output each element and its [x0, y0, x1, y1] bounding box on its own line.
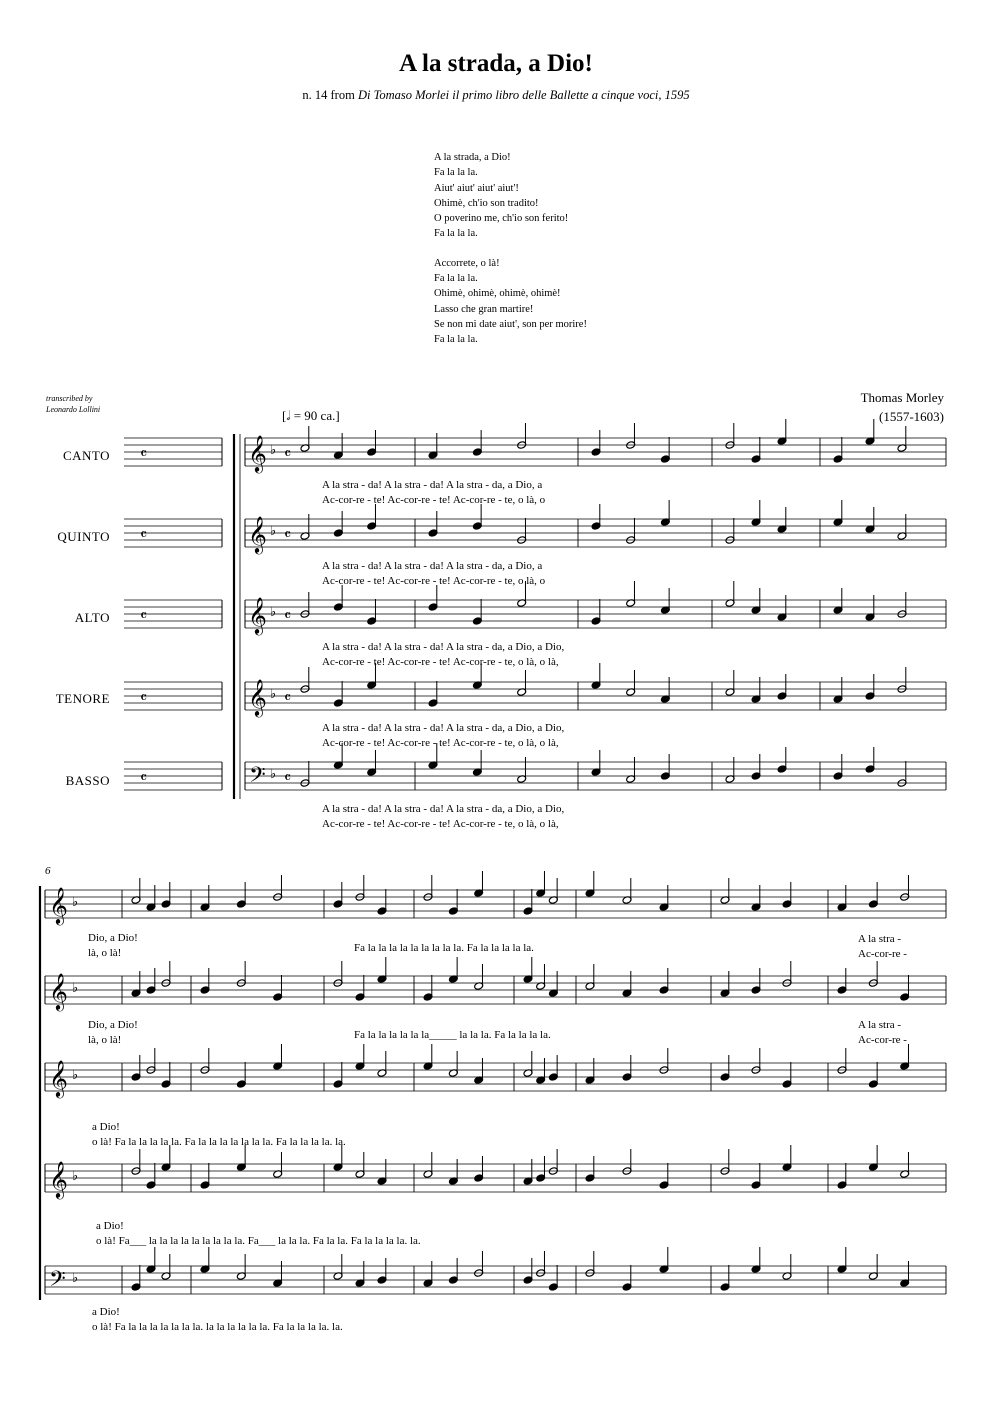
bass-clef-icon: 𝄢 — [49, 1267, 66, 1297]
lyric-line: Ac-cor-re - te! Ac-cor-re - te! Ac-cor-re - te, o là, o là, — [322, 818, 559, 830]
flat-icon: ♭ — [72, 895, 79, 910]
poem-line: O poverino me, ch'io son ferito! — [434, 213, 569, 225]
poem-line: Fa la la la. — [434, 273, 478, 285]
tempo-marking: [𝅗𝅥 = 90 ca.] — [282, 408, 340, 423]
lyric-line: Dio, a Dio! — [88, 1019, 138, 1031]
voice-label-tenore: TENORE — [55, 691, 110, 706]
lyric-line: là, o là! — [88, 1034, 122, 1046]
flat-icon: ♭ — [270, 443, 277, 458]
poem-line: Fa la la la. — [434, 334, 478, 346]
common-time-icon: 𝄴 — [284, 688, 292, 707]
lyric-line: A la stra - da! A la stra - da! A la stra - da, a Dio, a Dio, — [322, 641, 565, 653]
voice-label-quinto: QUINTO — [57, 529, 110, 544]
poem-line: Fa la la la. — [434, 167, 478, 179]
lyric-line: A la stra - da! A la stra - da! A la stra - da, a Dio, a Dio, — [322, 803, 565, 815]
treble-clef-icon: 𝄞 — [49, 972, 68, 1010]
incipit-time-icon: 𝄴 — [140, 444, 148, 463]
treble-clef-icon: 𝄞 — [248, 515, 267, 553]
voice-label-basso: BASSO — [65, 773, 110, 788]
flat-icon: ♭ — [72, 1169, 79, 1184]
flat-icon: ♭ — [72, 981, 79, 996]
page-title: A la strada, a Dio! — [399, 50, 593, 77]
lyric-line: o là! Fa la la la la la la la. la la la la la la. Fa la la la la. la. — [92, 1321, 343, 1333]
treble-clef-icon: 𝄞 — [248, 434, 267, 472]
incipit-time-icon: 𝄴 — [140, 768, 148, 787]
flat-icon: ♭ — [72, 1271, 79, 1286]
treble-clef-icon: 𝄞 — [49, 1160, 68, 1198]
measure-number: 6 — [45, 865, 51, 877]
poem-line: Ohimè, ch'io son tradito! — [434, 197, 539, 209]
lyric-line: là, o là! — [88, 947, 122, 959]
lyric-line: Ac-cor-re - te! Ac-cor-re - te! Ac-cor-re - te, o là, o là, — [322, 737, 559, 749]
composer-name: Thomas Morley — [860, 390, 944, 405]
composer-dates: (1557-1603) — [879, 409, 944, 424]
flat-icon: ♭ — [270, 687, 277, 702]
lyric-line: Ac-cor-re - — [858, 1034, 907, 1046]
incipit-time-icon: 𝄴 — [140, 606, 148, 625]
poem-line: Se non mi date aiut', son per morire! — [434, 318, 587, 330]
flat-icon: ♭ — [72, 1068, 79, 1083]
lyric-line: Ac-cor-re - te! Ac-cor-re - te! Ac-cor-re - te, o là, o là, — [322, 656, 559, 668]
lyric-line: A la stra - da! A la stra - da! A la stra - da, a Dio, a — [322, 560, 543, 572]
transcriber-line: transcribed by — [46, 394, 93, 403]
poem-line: Accorrete, o là! — [434, 257, 500, 269]
flat-icon: ♭ — [270, 524, 277, 539]
treble-clef-icon: 𝄞 — [248, 678, 267, 716]
lyric-line: Fa la la la la la la la la la. Fa la la la la la. — [354, 942, 534, 954]
bass-clef-icon: 𝄢 — [249, 763, 266, 793]
treble-clef-icon: 𝄞 — [49, 886, 68, 924]
poem-line: Lasso che gran martire! — [434, 303, 534, 315]
lyric-line: A la stra - da! A la stra - da! A la stra - da, a Dio, a — [322, 479, 543, 491]
lyric-line: Dio, a Dio! — [88, 932, 138, 944]
flat-icon: ♭ — [270, 605, 277, 620]
poem-line: Aiut' aiut' aiut' aiut'! — [434, 182, 519, 194]
lyric-line: A la stra - — [858, 933, 902, 945]
lyric-line: Ac-cor-re - te! Ac-cor-re - te! Ac-cor-re - te, o là, o — [322, 494, 546, 506]
lyric-line: Ac-cor-re - — [858, 948, 907, 960]
lyric-line: a Dio! — [92, 1121, 120, 1133]
lyric-line: Fa la la la la la la_____ la la la. Fa la la la la. — [354, 1029, 551, 1041]
common-time-icon: 𝄴 — [284, 606, 292, 625]
incipit-time-icon: 𝄴 — [140, 688, 148, 707]
lyric-line: A la stra - — [858, 1019, 902, 1031]
transcriber-line: Leonardo Lollini — [46, 405, 101, 414]
treble-clef-icon: 𝄞 — [248, 596, 267, 634]
poem-line: A la strada, a Dio! — [434, 152, 511, 163]
lyric-line: Ac-cor-re - te! Ac-cor-re - te! Ac-cor-re - te, o là, o — [322, 575, 546, 587]
poem-line: Fa la la la. — [434, 228, 478, 240]
poem-line: Ohimè, ohimè, ohimè, ohimè! — [434, 288, 561, 300]
subtitle-prefix: n. 14 from — [302, 88, 358, 102]
flat-icon: ♭ — [270, 767, 277, 782]
lyric-line: o là! Fa la la la la la. Fa la la la la la la la. Fa la la la la. la. — [92, 1136, 346, 1148]
common-time-icon: 𝄴 — [284, 768, 292, 787]
lyric-line: o là! Fa___ la la la la la la la la la. Fa___ la la la. Fa la la. Fa la la la la. la. — [96, 1235, 421, 1247]
voice-label-canto: CANTO — [62, 448, 110, 463]
common-time-icon: 𝄴 — [284, 525, 292, 544]
treble-clef-icon: 𝄞 — [49, 1059, 68, 1097]
common-time-icon: 𝄴 — [284, 444, 292, 463]
lyric-line: a Dio! — [92, 1306, 120, 1318]
subtitle-work: Di Tomaso Morlei il primo libro delle Ballette a cinque voci, 1595 — [357, 88, 690, 102]
voice-label-alto: ALTO — [74, 610, 110, 625]
incipit-time-icon: 𝄴 — [140, 525, 148, 544]
lyric-line: A la stra - da! A la stra - da! A la stra - da, a Dio, a Dio, — [322, 722, 565, 734]
lyric-line: a Dio! — [96, 1220, 124, 1232]
